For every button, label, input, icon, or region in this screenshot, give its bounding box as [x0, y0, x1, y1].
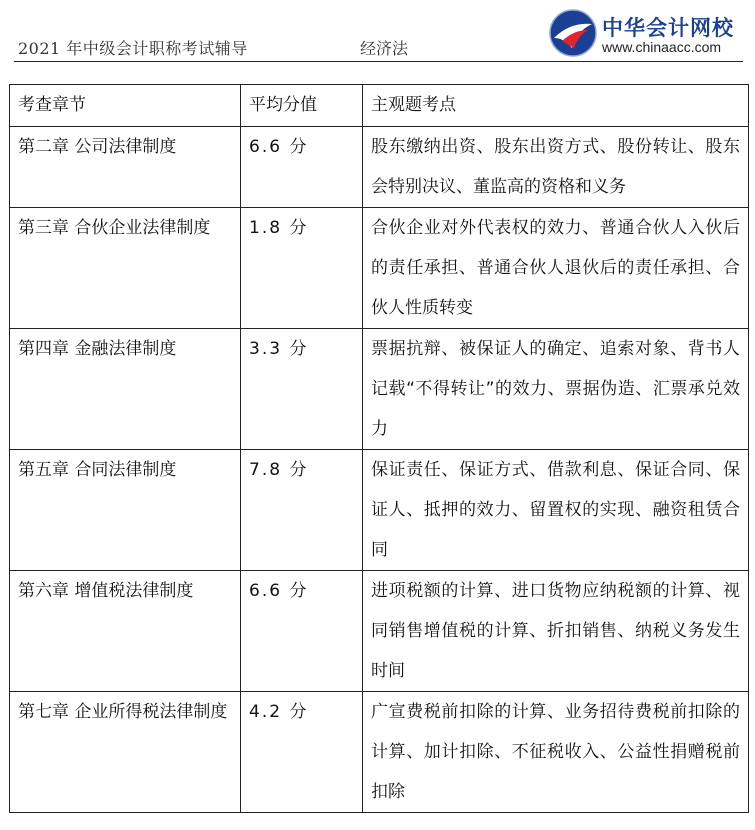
table-row: [10, 329, 749, 450]
chapter-cell: 第三章 合伙企业法律制度: [10, 208, 241, 329]
score-cell: 4.2 分: [241, 692, 363, 813]
logo-globe-icon: [548, 8, 598, 58]
table-row: [10, 571, 749, 692]
points-cell: 股东缴纳出资、股东出资方式、股份转让、股东会特别决议、董监高的资格和义务: [363, 127, 749, 208]
page-header: [0, 0, 755, 62]
logo-name: 中华会计网校: [602, 16, 734, 40]
chapter-cell: 第四章 金融法律制度: [10, 329, 241, 450]
table-header-row: [10, 85, 749, 127]
logo-url: www.chinaacc.com: [602, 39, 722, 55]
site-logo: [548, 8, 748, 62]
score-cell: 1.8 分: [241, 208, 363, 329]
points-cell: 广宣费税前扣除的计算、业务招待费税前扣除的计算、加计扣除、不征税收入、公益性捐赠税前扣除: [363, 692, 749, 813]
header-divider: [14, 61, 743, 62]
column-header-points: 主观题考点: [363, 85, 749, 127]
table-row: [10, 450, 749, 571]
points-cell: 进项税额的计算、进口货物应纳税额的计算、视同销售增值税的计算、折扣销售、纳税义务发生时间: [363, 571, 749, 692]
column-header-chapter: 考查章节: [10, 85, 241, 127]
column-header-score: 平均分值: [241, 85, 363, 127]
subject-label: 经济法: [360, 39, 409, 58]
exam-points-table: [9, 84, 749, 813]
points-cell: 合伙企业对外代表权的效力、普通合伙人入伙后的责任承担、普通合伙人退伙后的责任承担、合伙人性质转变: [363, 208, 749, 329]
page-title: 2021 年中级会计职称考试辅导: [18, 39, 248, 58]
points-cell: 票据抗辩、被保证人的确定、追索对象、背书人记载“不得转让”的效力、票据伪造、汇票承兑效力: [363, 329, 749, 450]
score-cell: 7.8 分: [241, 450, 363, 571]
chapter-cell: 第六章 增值税法律制度: [10, 571, 241, 692]
score-cell: 6.6 分: [241, 571, 363, 692]
score-cell: 6.6 分: [241, 127, 363, 208]
chapter-cell: 第七章 企业所得税法律制度: [10, 692, 241, 813]
table-row: [10, 208, 749, 329]
table-row: [10, 127, 749, 208]
points-cell: 保证责任、保证方式、借款利息、保证合同、保证人、抵押的效力、留置权的实现、融资租赁合同: [363, 450, 749, 571]
chapter-cell: 第五章 合同法律制度: [10, 450, 241, 571]
score-cell: 3.3 分: [241, 329, 363, 450]
chapter-cell: 第二章 公司法律制度: [10, 127, 241, 208]
table-row: [10, 692, 749, 813]
